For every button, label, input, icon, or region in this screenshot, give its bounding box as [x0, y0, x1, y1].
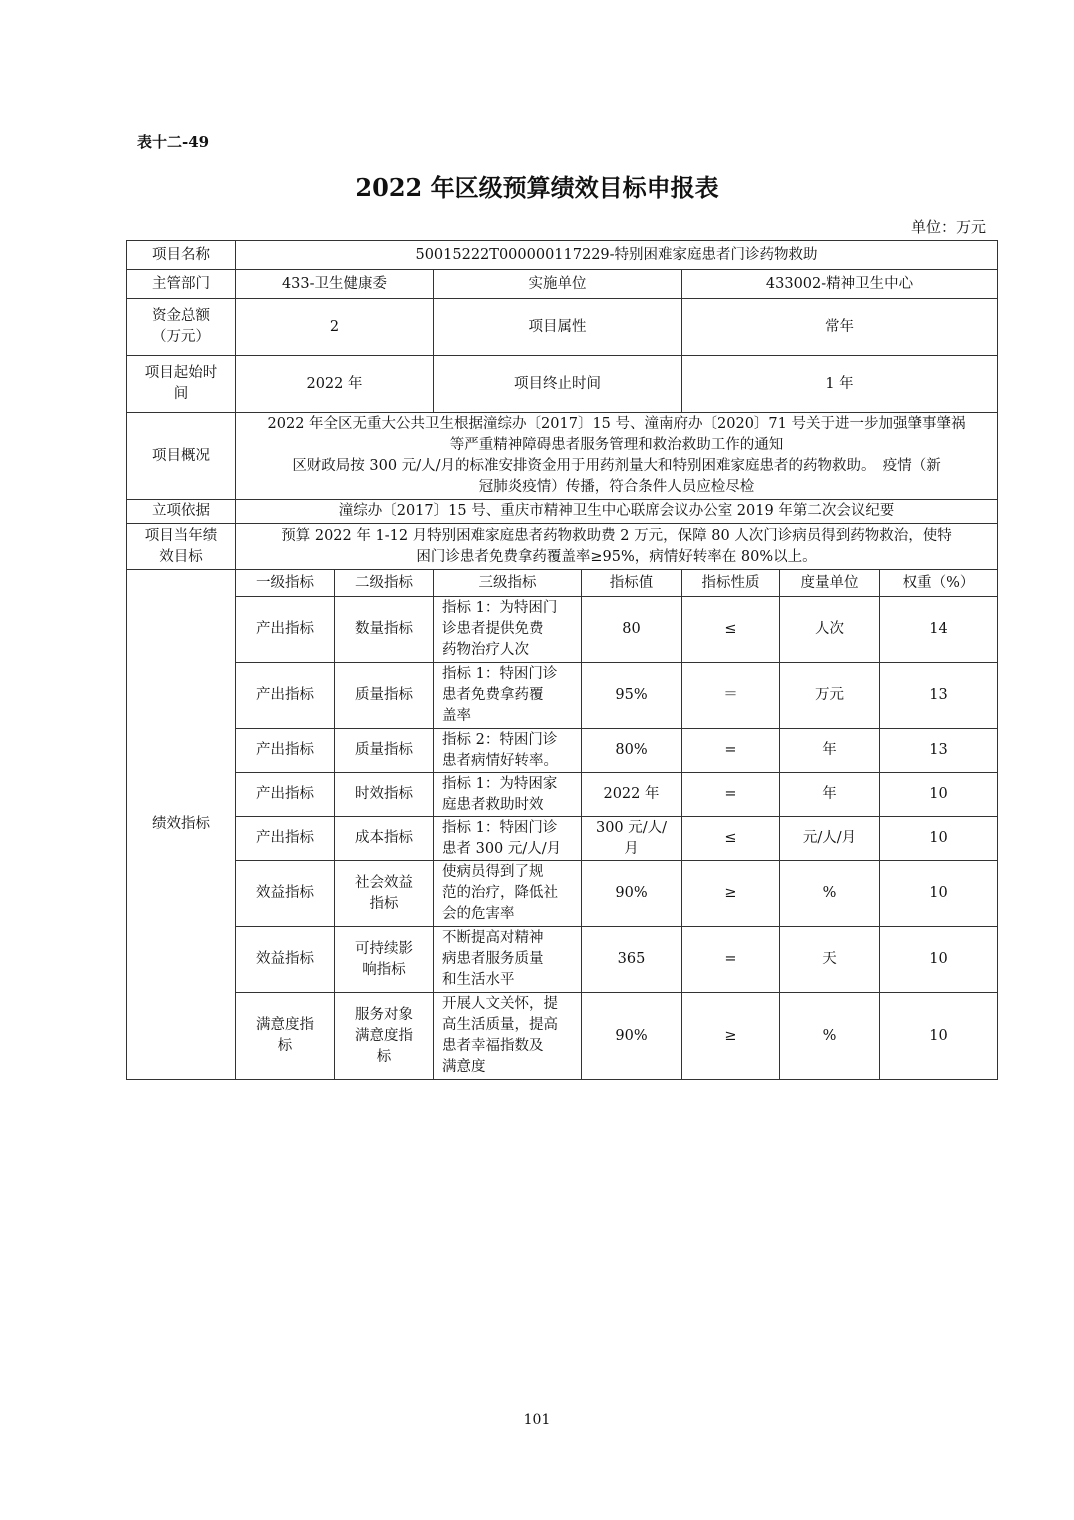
- level3-indicator-line: 患者 300 元/人/月: [442, 840, 562, 857]
- overview-line4: 冠肺炎疫情）传播，符合条件人员应检尽检: [478, 479, 755, 495]
- level1-indicator-line: 产出指标: [256, 687, 314, 703]
- level2-indicator: [335, 729, 434, 773]
- level3-indicator-line: 使病员得到了规: [442, 864, 544, 880]
- level2-indicator-line: 可持续影: [355, 940, 413, 957]
- annual-goal-label-line1: 项目当年绩: [144, 527, 218, 544]
- indicator-weight: 10: [880, 927, 998, 993]
- indicator-nature: =: [682, 773, 780, 817]
- level2-indicator-line: 指标: [369, 895, 399, 912]
- level3-indicator-line: 指标 1：特困门诊: [442, 819, 558, 836]
- header-weight: 权重（%）: [880, 570, 998, 597]
- level2-indicator-line: 质量指标: [355, 742, 413, 758]
- indicator-nature: ≤: [682, 817, 780, 861]
- annual-goal-label-line2: 效目标: [159, 548, 203, 565]
- overview-label: 项目概况: [127, 413, 236, 500]
- level3-indicator-line: 庭患者救助时效: [442, 796, 544, 813]
- indicator-value-line: 90%: [615, 1027, 648, 1044]
- overview-line3: 区财政局按 300 元/人/月的标准安排资金用于用药剂量大和特别困难家庭患者的药物救助。 疫情（新: [292, 458, 941, 474]
- project-attribute-label: 项目属性: [434, 299, 682, 356]
- level1-indicator-line: 产出指标: [256, 621, 314, 637]
- level3-indicator-line: 高生活质量，提高: [442, 1017, 558, 1033]
- indicator-value-line: 95%: [615, 687, 648, 703]
- indicator-nature: ≤: [682, 597, 780, 663]
- row-department: [127, 270, 998, 299]
- table-number: 表十二-49: [137, 133, 210, 151]
- indicator-nature: ≥: [682, 861, 780, 927]
- indicator-row: [127, 861, 998, 927]
- level2-indicator-line: 社会效益: [355, 874, 413, 891]
- level1-indicator-line: 产出指标: [256, 786, 314, 802]
- end-time-value: 1 年: [682, 356, 998, 413]
- indicator-value-line: 2022 年: [603, 786, 660, 802]
- fund-value: 2: [236, 299, 434, 356]
- annual-goal-value: [236, 524, 998, 570]
- level3-indicator: [434, 773, 582, 817]
- project-attribute-value: 常年: [682, 299, 998, 356]
- level2-indicator-line: 质量指标: [355, 687, 413, 703]
- level2-indicator: [335, 993, 434, 1080]
- level1-indicator: [236, 993, 335, 1080]
- level3-indicator-line: 药物治疗人次: [442, 642, 529, 658]
- indicator-weight: 10: [880, 993, 998, 1080]
- overview-line2: 等严重精神障碍患者服务管理和救治救助工作的通知: [449, 437, 784, 453]
- level2-indicator-line: 响指标: [362, 961, 406, 978]
- level3-indicator: [434, 663, 582, 729]
- row-period: [127, 356, 998, 413]
- indicator-unit: 人次: [780, 597, 880, 663]
- header-level3: 三级指标: [434, 570, 582, 597]
- level2-indicator-line: 数量指标: [355, 621, 413, 637]
- level1-indicator-line: 产出指标: [256, 742, 314, 758]
- level2-indicator-line: 服务对象: [355, 1006, 413, 1023]
- department-label: 主管部门: [127, 270, 236, 299]
- indicator-row: [127, 597, 998, 663]
- unit-label: 单位：万元: [910, 218, 986, 236]
- level2-indicator-line: 时效指标: [355, 786, 413, 802]
- end-time-label: 项目终止时间: [434, 356, 682, 413]
- level3-indicator-line: 盖率: [442, 708, 471, 724]
- header-nature: 指标性质: [682, 570, 780, 597]
- row-annual-goal: [127, 524, 998, 570]
- indicator-value-line: 300 元/人/: [595, 819, 668, 836]
- header-value: 指标值: [582, 570, 682, 597]
- level1-indicator-line: 效益指标: [256, 951, 314, 967]
- level3-indicator-line: 病患者服务质量: [442, 951, 544, 967]
- fund-label-line1: 资金总额: [152, 308, 210, 324]
- level3-indicator: [434, 729, 582, 773]
- indicator-weight: 13: [880, 663, 998, 729]
- level1-indicator-line: 产出指标: [256, 830, 314, 846]
- level3-indicator-line: 会的危害率: [442, 906, 515, 922]
- level3-indicator-line: 患者病情好转率。: [442, 752, 558, 769]
- level3-indicator-line: 开展人文关怀，提: [442, 996, 558, 1012]
- level2-indicator-line: 满意度指: [355, 1027, 413, 1044]
- overview-value: [236, 413, 998, 500]
- level1-indicator: [236, 927, 335, 993]
- level1-indicator-line: 标: [277, 1038, 293, 1054]
- level3-indicator-line: 和生活水平: [442, 972, 515, 988]
- level2-indicator: [335, 861, 434, 927]
- level3-indicator-line: 患者免费拿药覆: [442, 687, 544, 703]
- level1-indicator: [236, 597, 335, 663]
- indicator-value: [582, 663, 682, 729]
- row-overview: [127, 413, 998, 500]
- level1-indicator: [236, 663, 335, 729]
- level2-indicator-line: 成本指标: [355, 830, 413, 846]
- level3-indicator-line: 指标 1：为特困家: [442, 775, 558, 792]
- indicator-value-line: 月: [624, 840, 639, 857]
- indicator-row: [127, 993, 998, 1080]
- indicator-weight: 10: [880, 817, 998, 861]
- start-time-value: 2022 年: [236, 356, 434, 413]
- implementing-unit-value: 433002-精神卫生中心: [682, 270, 998, 299]
- row-fund: [127, 299, 998, 356]
- page-title: 2022 年区级预算绩效目标申报表: [355, 173, 719, 202]
- level3-indicator: [434, 861, 582, 927]
- level1-indicator-line: 效益指标: [256, 885, 314, 901]
- indicator-value-line: 80%: [615, 742, 648, 758]
- indicator-row: [127, 773, 998, 817]
- indicator-nature: ＝: [682, 663, 780, 729]
- fund-label-line2: （万元）: [152, 329, 210, 345]
- overview-line1: 2022 年全区无重大公共卫生根据潼综办〔2017〕15 号、潼南府办〔2020〕71 号关于进一步加强肇事肇祸: [267, 416, 966, 432]
- level2-indicator: [335, 773, 434, 817]
- indicator-value-line: 365: [617, 951, 646, 967]
- indicator-weight: 13: [880, 729, 998, 773]
- indicator-weight: 10: [880, 861, 998, 927]
- level3-indicator-line: 范的治疗，降低社: [442, 885, 558, 901]
- department-value: 433-卫生健康委: [236, 270, 434, 299]
- level3-indicator-line: 指标 2：特困门诊: [442, 731, 558, 748]
- indicator-weight: 10: [880, 773, 998, 817]
- indicator-nature: ≥: [682, 993, 780, 1080]
- indicator-value: [582, 861, 682, 927]
- project-name-value: 50015222T000000117229-特别困难家庭患者门诊药物救助: [236, 241, 998, 270]
- level3-indicator-line: 满意度: [442, 1059, 486, 1075]
- page-number: 101: [523, 1412, 551, 1428]
- level3-indicator-line: 指标 1：为特困门: [442, 600, 558, 616]
- indicator-weight: 14: [880, 597, 998, 663]
- indicator-value-line: 90%: [615, 885, 648, 901]
- level1-indicator: [236, 817, 335, 861]
- indicator-row: [127, 663, 998, 729]
- level2-indicator: [335, 817, 434, 861]
- level3-indicator-line: 诊患者提供免费: [442, 621, 544, 637]
- level1-indicator: [236, 773, 335, 817]
- implementing-unit-label: 实施单位: [434, 270, 682, 299]
- indicator-value: [582, 729, 682, 773]
- indicator-unit: 天: [780, 927, 880, 993]
- start-time-label: [127, 356, 236, 413]
- indicator-unit: %: [780, 861, 880, 927]
- basis-label: 立项依据: [127, 500, 236, 524]
- level1-indicator-line: 满意度指: [256, 1017, 314, 1033]
- annual-goal-label: [127, 524, 236, 570]
- level1-indicator: [236, 729, 335, 773]
- level2-indicator: [335, 927, 434, 993]
- fund-label: [127, 299, 236, 356]
- level3-indicator: [434, 993, 582, 1080]
- annual-goal-line2: 困门诊患者免费拿药覆盖率≥95%，病情好转率在 80%以上。: [416, 548, 817, 565]
- header-unit: 度量单位: [780, 570, 880, 597]
- level3-indicator-line: 指标 1：特困门诊: [442, 666, 558, 682]
- project-name-label: 项目名称: [127, 241, 236, 270]
- indicator-nature: =: [682, 927, 780, 993]
- indicator-unit: 年: [780, 729, 880, 773]
- row-basis: [127, 500, 998, 524]
- indicator-value: [582, 773, 682, 817]
- level3-indicator: [434, 927, 582, 993]
- indicator-unit: %: [780, 993, 880, 1080]
- level3-indicator-line: 不断提高对精神: [442, 930, 544, 946]
- annual-goal-line1: 预算 2022 年 1-12 月特别困难家庭患者药物救助费 2 万元，保障 80 人次门诊病员得到药物救治，使特: [281, 527, 952, 544]
- indicator-row: [127, 927, 998, 993]
- level3-indicator: [434, 817, 582, 861]
- performance-indicators-label: 绩效指标: [127, 570, 236, 1080]
- indicator-value: [582, 993, 682, 1080]
- indicator-row: [127, 729, 998, 773]
- budget-goal-table: [126, 240, 998, 1080]
- indicator-unit: 万元: [780, 663, 880, 729]
- indicator-row: [127, 817, 998, 861]
- indicator-unit: 年: [780, 773, 880, 817]
- indicator-header-row: [127, 570, 998, 597]
- level2-indicator: [335, 663, 434, 729]
- level2-indicator: [335, 597, 434, 663]
- start-time-label-line1: 项目起始时: [144, 365, 218, 381]
- level3-indicator: [434, 597, 582, 663]
- header-level2: 二级指标: [335, 570, 434, 597]
- basis-value: 潼综办〔2017〕15 号、重庆市精神卫生中心联席会议办公室 2019 年第二次会议纪要: [236, 500, 998, 524]
- indicator-value: [582, 597, 682, 663]
- row-project-name: [127, 241, 998, 270]
- indicator-value: [582, 817, 682, 861]
- level1-indicator: [236, 861, 335, 927]
- level3-indicator-line: 患者幸福指数及: [442, 1038, 544, 1054]
- indicator-unit: 元/人/月: [780, 817, 880, 861]
- indicator-nature: =: [682, 729, 780, 773]
- indicator-value-line: 80: [622, 621, 641, 637]
- start-time-label-line2: 间: [173, 386, 189, 402]
- indicator-value: [582, 927, 682, 993]
- level2-indicator-line: 标: [376, 1048, 392, 1065]
- header-level1: 一级指标: [236, 570, 335, 597]
